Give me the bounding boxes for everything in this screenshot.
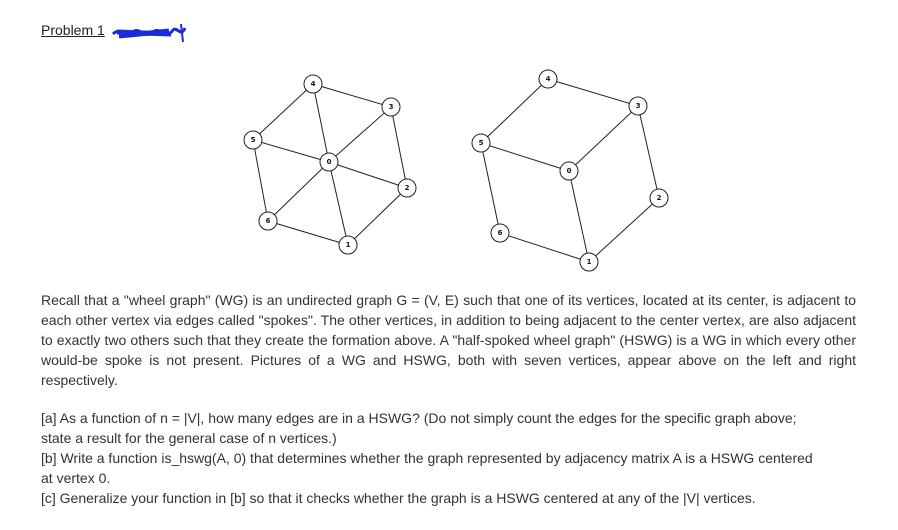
vertex-label-2: 2 [656, 194, 662, 202]
edge-4-3 [548, 79, 638, 106]
edge-4-3 [313, 84, 391, 107]
question-b [41, 448, 856, 488]
description-paragraph: Recall that a "wheel graph" (WG) is an undirected graph G = (V, E) such that one of its vertices, located at its center, is adjacent to each other vertex via edges called "spokes". The other vertices, in addition to being adjacent to the center vertex, are also adjacent to exactly two others such that they create the formation above. A "half-spoked wheel graph" (HSWG) is a WG in which every other would-be spoke is not present. Pictures of a WG and HSWG, both with seven vertices, appear above on the left and right respectively. [41, 292, 856, 388]
vertex-label-6: 6 [497, 229, 503, 237]
vertex-label-4: 4 [310, 80, 316, 88]
edge-0-4 [313, 84, 329, 162]
question-a [41, 408, 856, 448]
wheel-graph [244, 75, 416, 254]
edge-3-2 [391, 107, 407, 188]
edge-0-3 [329, 107, 391, 162]
edge-1-6 [268, 221, 348, 245]
edge-0-1 [329, 162, 348, 245]
question-c-line1: [c] Generalize your function in [b] so that it checks whether the graph is a HSWG centered at any of the |V| vertices. [41, 490, 756, 506]
edge-3-2 [638, 106, 659, 198]
vertex-label-1: 1 [345, 241, 351, 249]
vertex-label-3: 3 [388, 103, 394, 111]
vertex-label-6: 6 [265, 217, 271, 225]
edge-2-1 [589, 198, 659, 262]
problem-heading: Problem 1 [41, 22, 105, 38]
half-spoked-wheel-graph [472, 70, 668, 271]
question-list [41, 408, 856, 508]
edge-0-3 [569, 106, 638, 171]
edge-0-5 [481, 143, 569, 171]
edge-0-1 [569, 171, 589, 262]
vertex-label-5: 5 [478, 139, 484, 147]
edge-6-5 [481, 143, 500, 233]
edge-0-5 [253, 140, 329, 162]
vertex-label-0: 0 [566, 167, 572, 175]
question-a-line1: [a] As a function of n = |V|, how many edges are in a HSWG? (Do not simply count the edges for the specific graph above; [41, 410, 797, 426]
edge-2-1 [348, 188, 407, 245]
vertex-label-1: 1 [586, 258, 592, 266]
edge-1-6 [500, 233, 589, 262]
vertex-label-4: 4 [545, 75, 551, 83]
edge-0-6 [268, 162, 329, 221]
vertex-label-2: 2 [404, 184, 410, 192]
edge-5-4 [253, 84, 313, 140]
question-a-line2: state a result for the general case of n vertices.) [41, 430, 337, 446]
edge-0-2 [329, 162, 407, 188]
question-b-line1: [b] Write a function is_hswg(A, 0) that determines whether the graph represented by adjacency matrix A is a HSWG centered [41, 450, 813, 466]
question-b-line2: at vertex 0. [41, 470, 111, 486]
question-c [41, 488, 856, 508]
vertex-label-3: 3 [635, 102, 641, 110]
edge-5-4 [481, 79, 548, 143]
vertex-label-5: 5 [250, 136, 256, 144]
edge-6-5 [253, 140, 268, 221]
vertex-label-0: 0 [326, 158, 332, 166]
